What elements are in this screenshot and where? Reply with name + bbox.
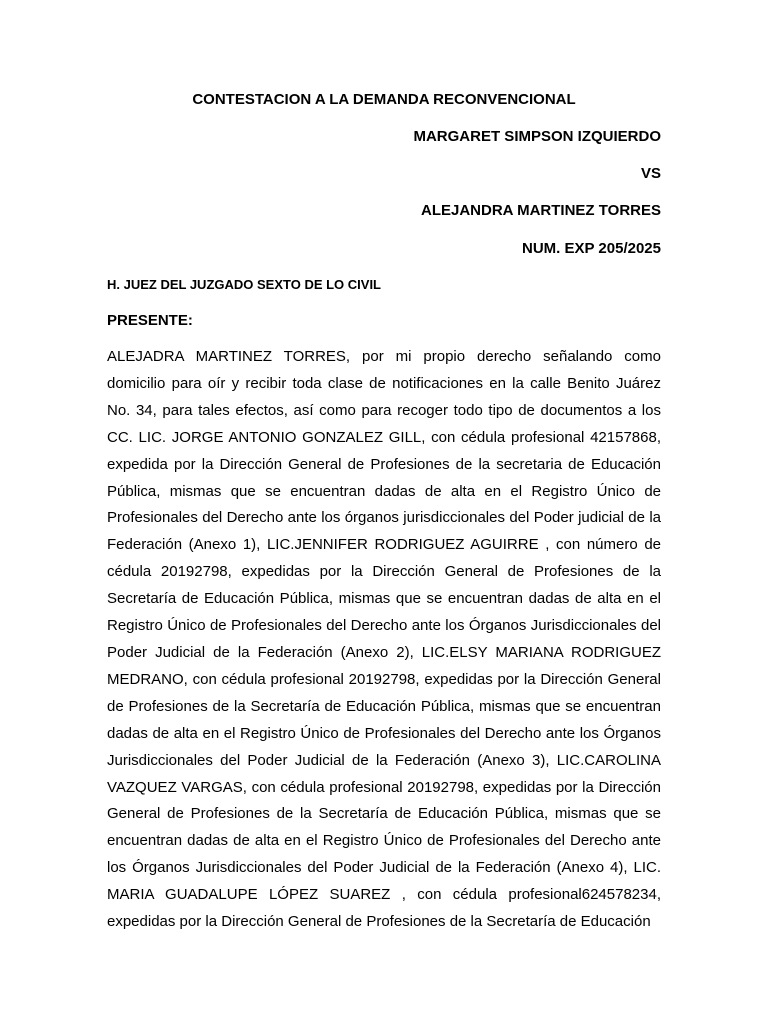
addressee-line: H. JUEZ DEL JUZGADO SEXTO DE LO CIVIL: [107, 277, 382, 292]
document-title: CONTESTACION A LA DEMANDA RECONVENCIONAL: [192, 91, 576, 108]
body-paragraph: ALEJADRA MARTINEZ TORRES, por mi propio derecho señalando como domicilio para oír y recibir toda clase de notificaciones en la calle Benito Juárez No. 34, para tales efectos, así como para recoger todo tipo de documentos a los CC. LIC. JORGE ANTONIO GONZALEZ GILL, con cédula profesional 42157868, expedida por la Dirección General de Profesiones de la secretaria de Educación Pública, mismas que se encuentran dadas de alta en el Registro Único de Profesionales del Derecho ante los órganos jurisdiccionales del Poder judicial de la Federación (Anexo 1), LIC.JENNIFER RODRIGUEZ AGUIRRE , con número de cédula 20192798, expedidas por la Dirección General de Profesiones de la Secretaría de Educación Pública, mismas que se encuentran dadas de alta en el Registro Único de Profesionales del Derecho ante los Órganos Jurisdiccionales del Poder Judicial de la Federación (Anexo 2), LIC.ELSY MARIANA RODRIGUEZ MEDRANO, con cédula profesional 20192798, expedidas por la Dirección General de Profesiones de la Secretaría de Educación Pública, mismas que se encuentran dadas de alta en el Registro Único de Profesionales del Derecho ante los Órganos Jurisdiccionales del Poder Judicial de la Federación (Anexo 3), LIC.CAROLINA VAZQUEZ VARGAS, con cédula profesional 20192798, expedidas por la Dirección General de Profesiones de la Secretaría de Educación Pública, mismas que se encuentran dadas de alta en el Registro Único de Profesionales del Derecho ante los Órganos Jurisdiccionales del Poder Judicial de la Federación (Anexo 4), LIC. MARIA GUADALUPE LÓPEZ SUAREZ , con cédula profesional624578234, expedidas por la Dirección General de Profesiones de la Secretaría de Educación: [107, 348, 661, 931]
salutation: PRESENTE:: [107, 312, 193, 329]
plaintiff-name: MARGARET SIMPSON IZQUIERDO: [413, 128, 661, 145]
versus-label: VS: [640, 165, 661, 182]
case-number: NUM. EXP 205/2025: [522, 240, 661, 257]
defendant-name: ALEJANDRA MARTINEZ TORRES: [420, 202, 661, 219]
